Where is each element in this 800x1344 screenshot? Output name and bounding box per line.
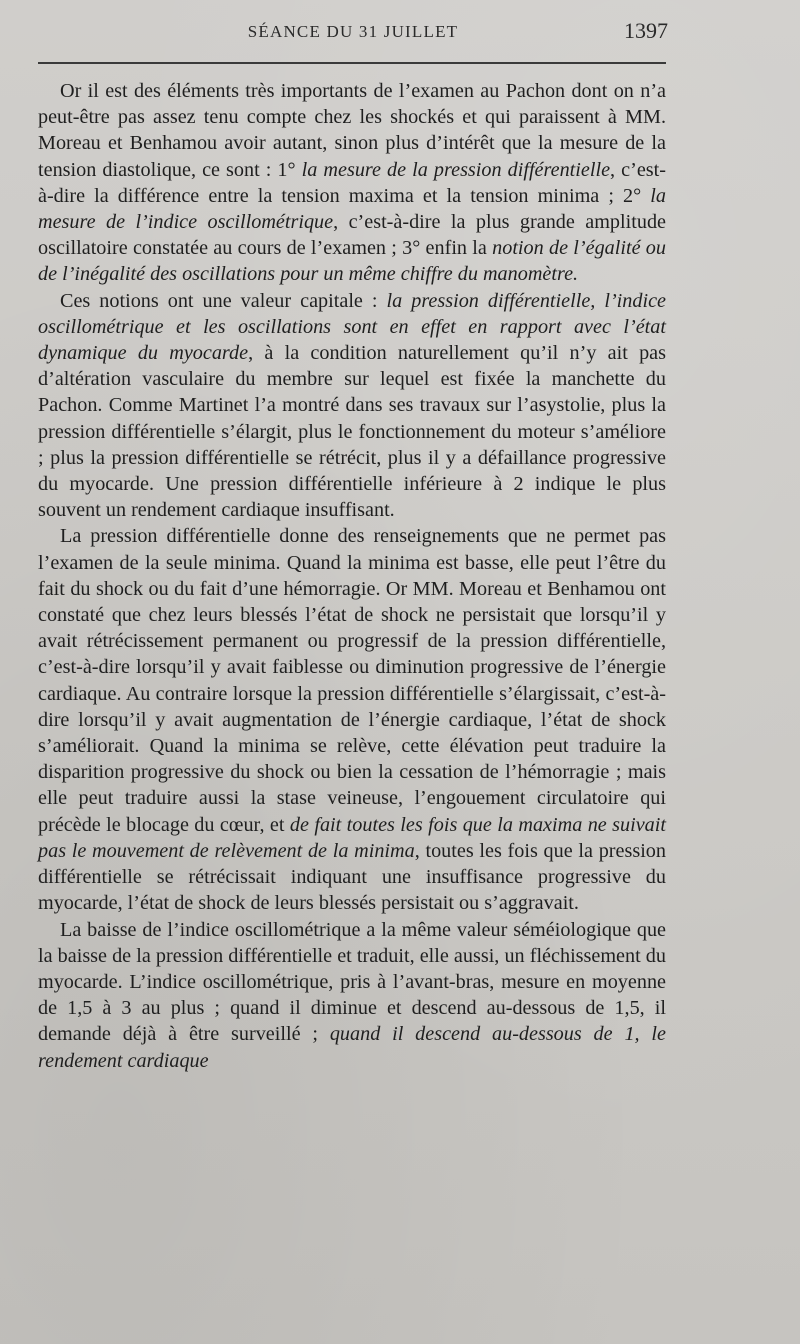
paragraph: [38, 523, 666, 916]
paragraph: [38, 288, 666, 524]
text-run: , toutes les fois que la pression différentielle se rétrécissait indiquant une insuffisance progressive du myocarde, l’état de shock de leurs blessés persistait ou s’aggravait.: [38, 839, 666, 915]
text-run: Or il est des éléments très importants de l’examen au Pachon dont on n’a peut-être pas assez tenu compte chez les shockés et qui paraissent à MM. Moreau et Benhamou avoir autant, sinon plus d’intérêt que la mesure de la tension diastolique, ce sont : 1°: [38, 80, 666, 181]
paragraph: [38, 917, 666, 1074]
text-run: La baisse de l’indice oscillométrique a la même valeur séméiologique que la baisse de la pression différentielle et traduit, elle aussi, un fléchissement du myocarde. L’indice oscillométrique, pris à l’avant-bras, mesure en moyenne de 1,5 à 3 au plus ; quand il diminue et descend au-dessous de 1,5, il demande déjà à être surveillé ;: [38, 918, 666, 1046]
italic-run: notion de l’égalité ou de l’inégalité des oscillations pour un même chiffre du manomètre.: [38, 237, 666, 286]
italic-run: la pression différentielle, l’indice oscillométrique et les oscillations sont en effet en rapport avec l’état dynamique du myocarde: [38, 289, 666, 365]
italic-run: la mesure de la pression différentielle: [301, 158, 611, 181]
italic-run: la mesure de l’indice oscillométrique: [38, 184, 666, 234]
text-run: Ces notions ont une valeur capitale :: [60, 289, 387, 312]
paragraph: [38, 78, 666, 288]
header-rule: [38, 62, 666, 64]
italic-run: quand il descend au-dessous de 1, le rendement cardiaque: [38, 1023, 666, 1072]
text-run: , c’est-à-dire la différence entre la tension maxima et la tension minima ; 2°: [38, 158, 666, 207]
body-text: [38, 78, 666, 1074]
italic-run: de fait toutes les fois que la maxima ne suivait pas le mouvement de relèvement de la minima: [38, 813, 666, 862]
running-title: SÉANCE DU 31 JUILLET: [247, 22, 459, 41]
text-run: , à la condition naturellement qu’il n’y ait pas d’altération vasculaire du membre sur lequel est fixée la manchette du Pachon. Comme Martinet l’a montré dans ses travaux sur l’asystolie, plus la pression différentielle s’élargit, plus le fonctionnement du moteur s’améliore ; plus la pression différentielle se rétrécit, plus il y a défaillance progressive du myocarde. Une pression différentielle inférieure à 2 indique le plus souvent un rendement cardiaque insuffisant.: [38, 342, 666, 522]
running-head: [38, 18, 668, 46]
page-number: 1397: [624, 18, 668, 43]
text-run: , c’est-à-dire la plus grande amplitude oscillatoire constatée au cours de l’examen ; 3° enfin la: [38, 211, 667, 260]
text-run: La pression différentielle donne des renseignements que ne permet pas l’examen de la seule minima. Quand la minima est basse, elle peut l’être du fait du shock ou du fait d’une hémorragie. Or MM. Moreau et Benhamou ont constaté que chez leurs blessés l’état de shock ne persistait que lorsqu’il y avait rétrécissement permanent ou progressif de la pression différentielle, c’est-à-dire lorsqu’il y avait faiblesse ou diminution progressive de l’énergie cardiaque. Au contraire lorsque la pression différentielle s’élargissait, c’est-à-dire lorsqu’il y avait augmentation de l’énergie cardiaque, l’état de shock s’améliorait. Quand la minima se relève, cette élévation peut traduire la disparition progressive du shock ou bien la cessation de l’hémorragie ; mais elle peut traduire aussi la stase veineuse, l’engouement circulatoire qui précède le blocage du cœur, et: [38, 525, 666, 836]
